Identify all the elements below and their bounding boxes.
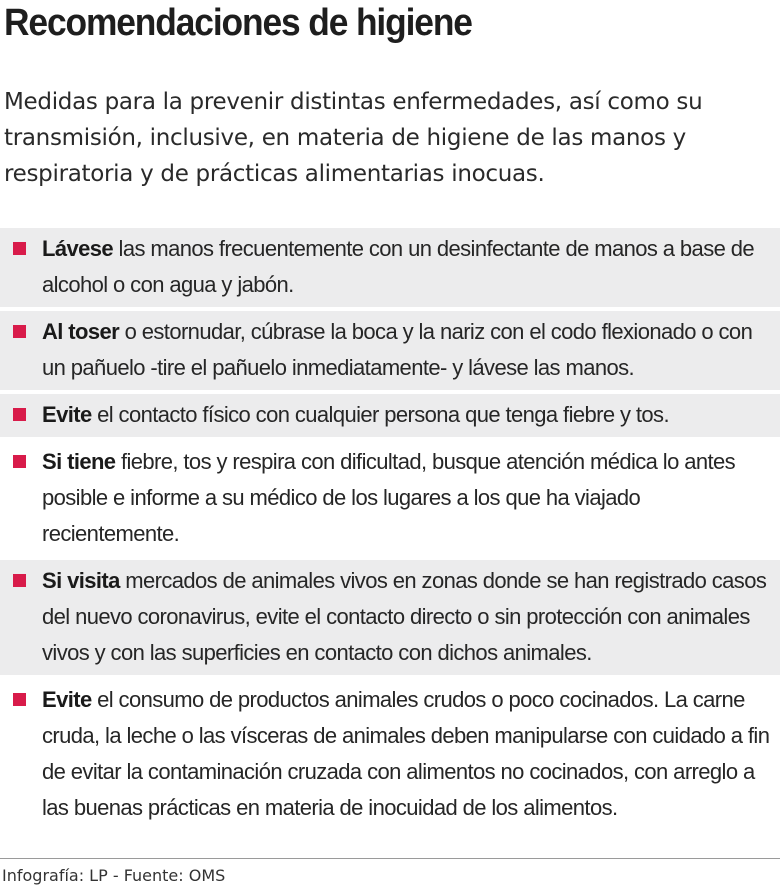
item-text: el contacto físico con cualquier persona que tenga fiebre y tos. bbox=[91, 402, 669, 427]
list-item bbox=[0, 394, 780, 437]
footer-divider bbox=[0, 858, 780, 859]
list-item bbox=[0, 441, 780, 556]
item-text: las manos frecuentemente con un desinfectante de manos a base de alcohol o con agua y jabón. bbox=[42, 236, 755, 297]
square-bullet-icon bbox=[13, 242, 26, 255]
item-lead: Evite bbox=[42, 687, 92, 712]
item-lead: Lávese bbox=[42, 236, 114, 261]
page-title: Recomendaciones de higiene bbox=[4, 2, 472, 44]
square-bullet-icon bbox=[13, 325, 26, 338]
item-lead: Al toser bbox=[42, 319, 120, 344]
item-lead: Evite bbox=[42, 402, 92, 427]
intro-paragraph: Medidas para la prevenir distintas enfermedades, así como su transmisión, inclusive, en materia de higiene de las manos y respiratoria y de prácticas alimentarias inocuas. bbox=[4, 89, 703, 187]
square-bullet-icon bbox=[13, 574, 26, 587]
list-item bbox=[0, 228, 780, 307]
source-credit: Infografía: LP - Fuente: OMS bbox=[2, 866, 226, 885]
list-item bbox=[0, 311, 780, 390]
item-text: o estornudar, cúbrase la boca y la nariz con el codo flexionado o con un pañuelo -tire el pañuelo inmediatamente- y lávese las manos. bbox=[42, 319, 753, 380]
item-text: mercados de animales vivos en zonas donde se han registrado casos del nuevo coronavirus, evite el contacto directo o sin protección con animales vivos y con las superficies en contacto con dichos animales. bbox=[42, 568, 767, 665]
recommendations-list bbox=[0, 228, 780, 834]
item-lead: Si tiene bbox=[42, 449, 116, 474]
item-text: fiebre, tos y respira con dificultad, busque atención médica lo antes posible e informe a su médico de los lugares a los que ha viajado recientemente. bbox=[42, 449, 736, 546]
square-bullet-icon bbox=[13, 408, 26, 421]
list-item bbox=[0, 679, 780, 830]
list-item bbox=[0, 560, 780, 675]
item-text: el consumo de productos animales crudos o poco cocinados. La carne cruda, la leche o las vísceras de animales deben manipularse con cuidado a fin de evitar la contaminación cruzada con alimentos no cocinados, con arreglo a las buenas prácticas en materia de inocuidad de los alimentos. bbox=[42, 687, 770, 820]
item-lead: Si visita bbox=[42, 568, 120, 593]
square-bullet-icon bbox=[13, 693, 26, 706]
square-bullet-icon bbox=[13, 455, 26, 468]
